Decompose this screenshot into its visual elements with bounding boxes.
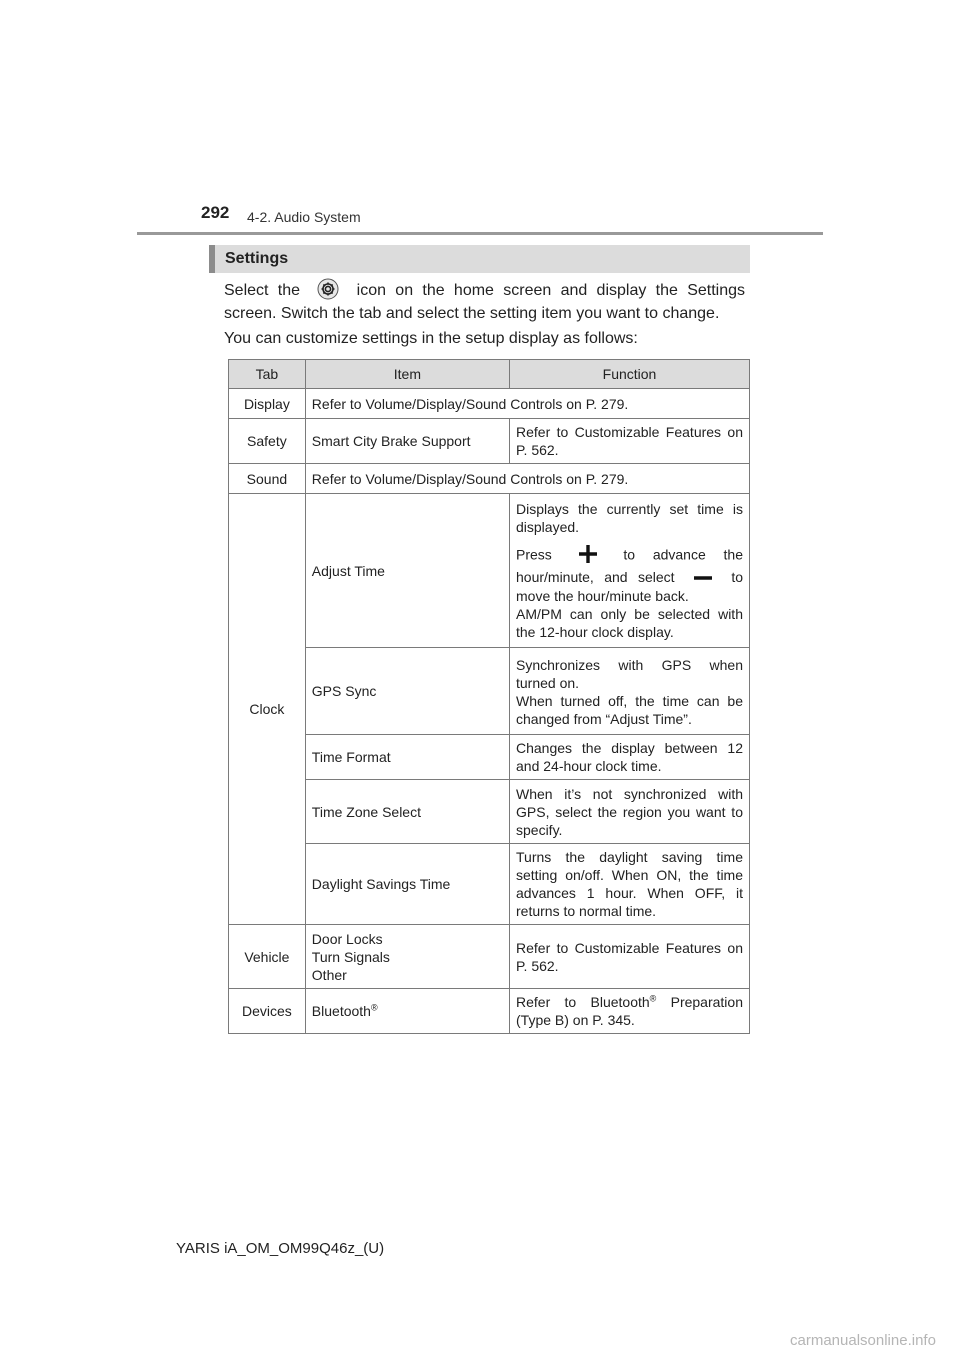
tab-cell: Safety: [229, 419, 306, 464]
settings-heading-label: Settings: [225, 250, 289, 267]
function-cell: [510, 494, 750, 648]
table-row-daylight: [229, 844, 750, 925]
table-row-time-zone: [229, 780, 750, 844]
tab-cell: Display: [229, 389, 306, 419]
table-row-display: [229, 389, 750, 419]
table-row-adjust-time: [229, 494, 750, 648]
item-cell: Adjust Time: [305, 494, 509, 648]
merged-cell: Refer to Volume/Display/Sound Controls on P. 279.: [305, 389, 749, 419]
tab-cell: Devices: [229, 989, 306, 1034]
function-text: to advance the hour/minute, and select: [516, 546, 743, 585]
registered-mark: ®: [370, 1002, 378, 1013]
page-number: 292: [201, 203, 230, 222]
minus-icon: [691, 569, 715, 587]
registered-mark: ®: [649, 993, 657, 1004]
settings-table: [228, 359, 750, 1034]
item-cell: [305, 989, 509, 1034]
item-line: Other: [311, 966, 347, 983]
table-row-gps-sync: [229, 648, 750, 735]
tab-cell-clock: Clock: [229, 494, 306, 925]
item-cell: [305, 925, 509, 989]
function-line: [516, 544, 743, 605]
item-cell: Time Zone Select: [305, 780, 509, 844]
function-cell: When it’s not synchronized with GPS, select the region you want to specify.: [510, 780, 750, 844]
header-item: Item: [305, 360, 509, 389]
function-text: Press: [516, 546, 552, 563]
function-line: AM/PM can only be selected with the 12-hour clock display.: [516, 606, 743, 641]
item-cell: Time Format: [305, 735, 509, 780]
tab-cell: Sound: [229, 464, 306, 494]
intro-text-end: icon on the home screen and display the Settings screen. Switch the tab and select the setting item you want to change.: [224, 282, 746, 322]
item-cell: Daylight Savings Time: [305, 844, 509, 925]
function-text: to move the hour/minute back.: [516, 569, 743, 605]
function-cell: Refer to Customizable Features on P. 562.: [510, 925, 750, 989]
function-cell: Turns the daylight saving time setting on/off. When ON, the time advances 1 hour. When OFF, it returns to normal time.: [510, 844, 750, 925]
table-row-time-format: [229, 735, 750, 780]
merged-cell: Refer to Volume/Display/Sound Controls on P. 279.: [305, 464, 749, 494]
item-text: Bluetooth: [311, 1003, 371, 1020]
intro-paragraph: [224, 278, 745, 325]
document-code: YARIS iA_OM_OM99Q46z_(U): [176, 1240, 385, 1257]
intro-text-start: Select the: [224, 282, 301, 299]
function-line: Displays the currently set time is displayed.: [516, 501, 743, 535]
function-cell: Changes the display between 12 and 24-hour clock time.: [510, 735, 750, 780]
item-cell: Smart City Brake Support: [305, 419, 509, 464]
table-row-sound: [229, 464, 750, 494]
header-function: Function: [510, 360, 750, 389]
header-tab: Tab: [229, 360, 306, 389]
item-cell: GPS Sync: [305, 648, 509, 735]
function-cell: Refer to Customizable Features on P. 562.: [510, 419, 750, 464]
item-line: Turn Signals: [311, 948, 390, 965]
function-text: Refer to Bluetooth: [516, 994, 650, 1011]
settings-heading: [209, 245, 750, 273]
function-cell: [510, 989, 750, 1034]
table-row-devices: [229, 989, 750, 1034]
gear-icon: [317, 278, 339, 300]
table-header-row: [229, 360, 750, 389]
table-row-safety: [229, 419, 750, 464]
item-line: Door Locks: [311, 930, 383, 947]
plus-icon: [576, 544, 600, 568]
header-rule: [137, 232, 823, 235]
tab-cell: Vehicle: [229, 925, 306, 989]
intro-paragraph-2: You can customize settings in the setup display as follows:: [224, 330, 638, 347]
function-text: Preparation (Type B) on P. 345.: [516, 994, 743, 1029]
function-cell: [510, 648, 750, 735]
function-line: Synchronizes with GPS when turned on.: [516, 657, 743, 692]
table-row-vehicle: [229, 925, 750, 989]
section-title: 4-2. Audio System: [247, 209, 361, 225]
watermark: carmanualsonline.info: [790, 1332, 936, 1349]
function-line: When turned off, the time can be changed from “Adjust Time”.: [516, 693, 743, 728]
